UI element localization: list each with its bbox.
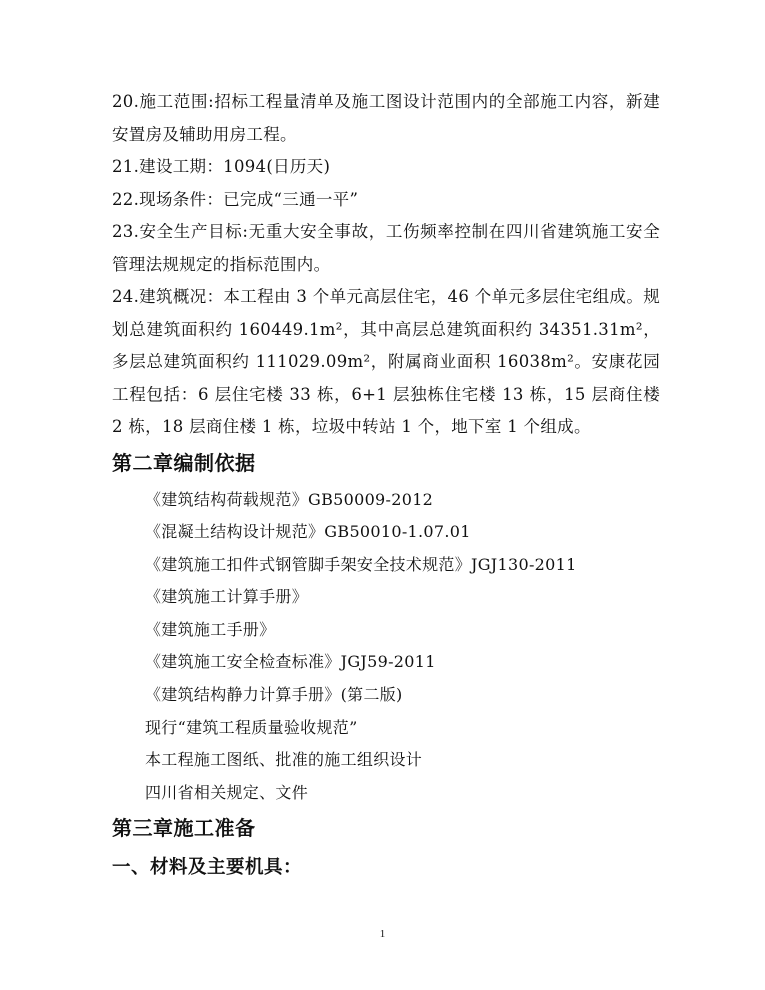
reference-item: 《建筑施工扣件式钢管脚手架安全技术规范》JGJ130-2011 [145,554,577,574]
chapter-3-heading: 第三章施工准备 [112,816,256,841]
reference-item: 《建筑结构荷载规范》GB50009-2012 [145,489,434,509]
page-content [112,86,660,889]
chapter-2-heading: 第二章编制依据 [112,450,256,475]
item-21-construction-period: 21.建设工期：1094(日历天) [112,157,331,176]
item-23-safety-target: 23.安全生产目标:无重大安全事故，工伤频率控制在四川省建筑施工安全管理法规规定的指标范围内。 [112,222,660,274]
reference-item: 《建筑结构静力计算手册》(第二版) [145,685,403,705]
page-number: 1 [379,928,386,940]
reference-item: 现行“建筑工程质量验收规范” [145,717,358,737]
item-24-building-overview: 24.建筑概况：本工程由 3 个单元高层住宅，46 个单元多层住宅组成。规划总建筑面积约 160449.1m²，其中高层总建筑面积约 34351.31m²，多层总建筑面积约 111029.09m²，附属商业面积 16038m²。安康花园工程包括：6 层住宅楼 33 栋，6+1 层独栋住宅楼 13 栋，15 层商住楼 2 栋，18 层商住楼 1 栋，垃圾中转站 1 个，地下室 1 个组成。 [112,287,660,436]
reference-item: 《建筑施工安全检查标准》JGJ59-2011 [145,652,436,672]
reference-list [112,484,660,810]
reference-item: 本工程施工图纸、批准的施工组织设计 [145,750,423,770]
reference-item: 《建筑施工计算手册》 [145,587,309,607]
item-20-construction-scope: 20.施工范围:招标工程量清单及施工图设计范围内的全部施工内容，新建安置房及辅助用房工程。 [112,92,660,144]
subsection-materials-heading: 一、材料及主要机具： [112,857,303,879]
item-22-site-conditions: 22.现场条件：已完成“三通一平” [112,189,359,209]
reference-item: 《混凝土结构设计规范》GB50010-1.07.01 [145,522,471,542]
reference-item: 《建筑施工手册》 [145,619,276,639]
reference-item: 四川省相关规定、文件 [145,782,309,802]
